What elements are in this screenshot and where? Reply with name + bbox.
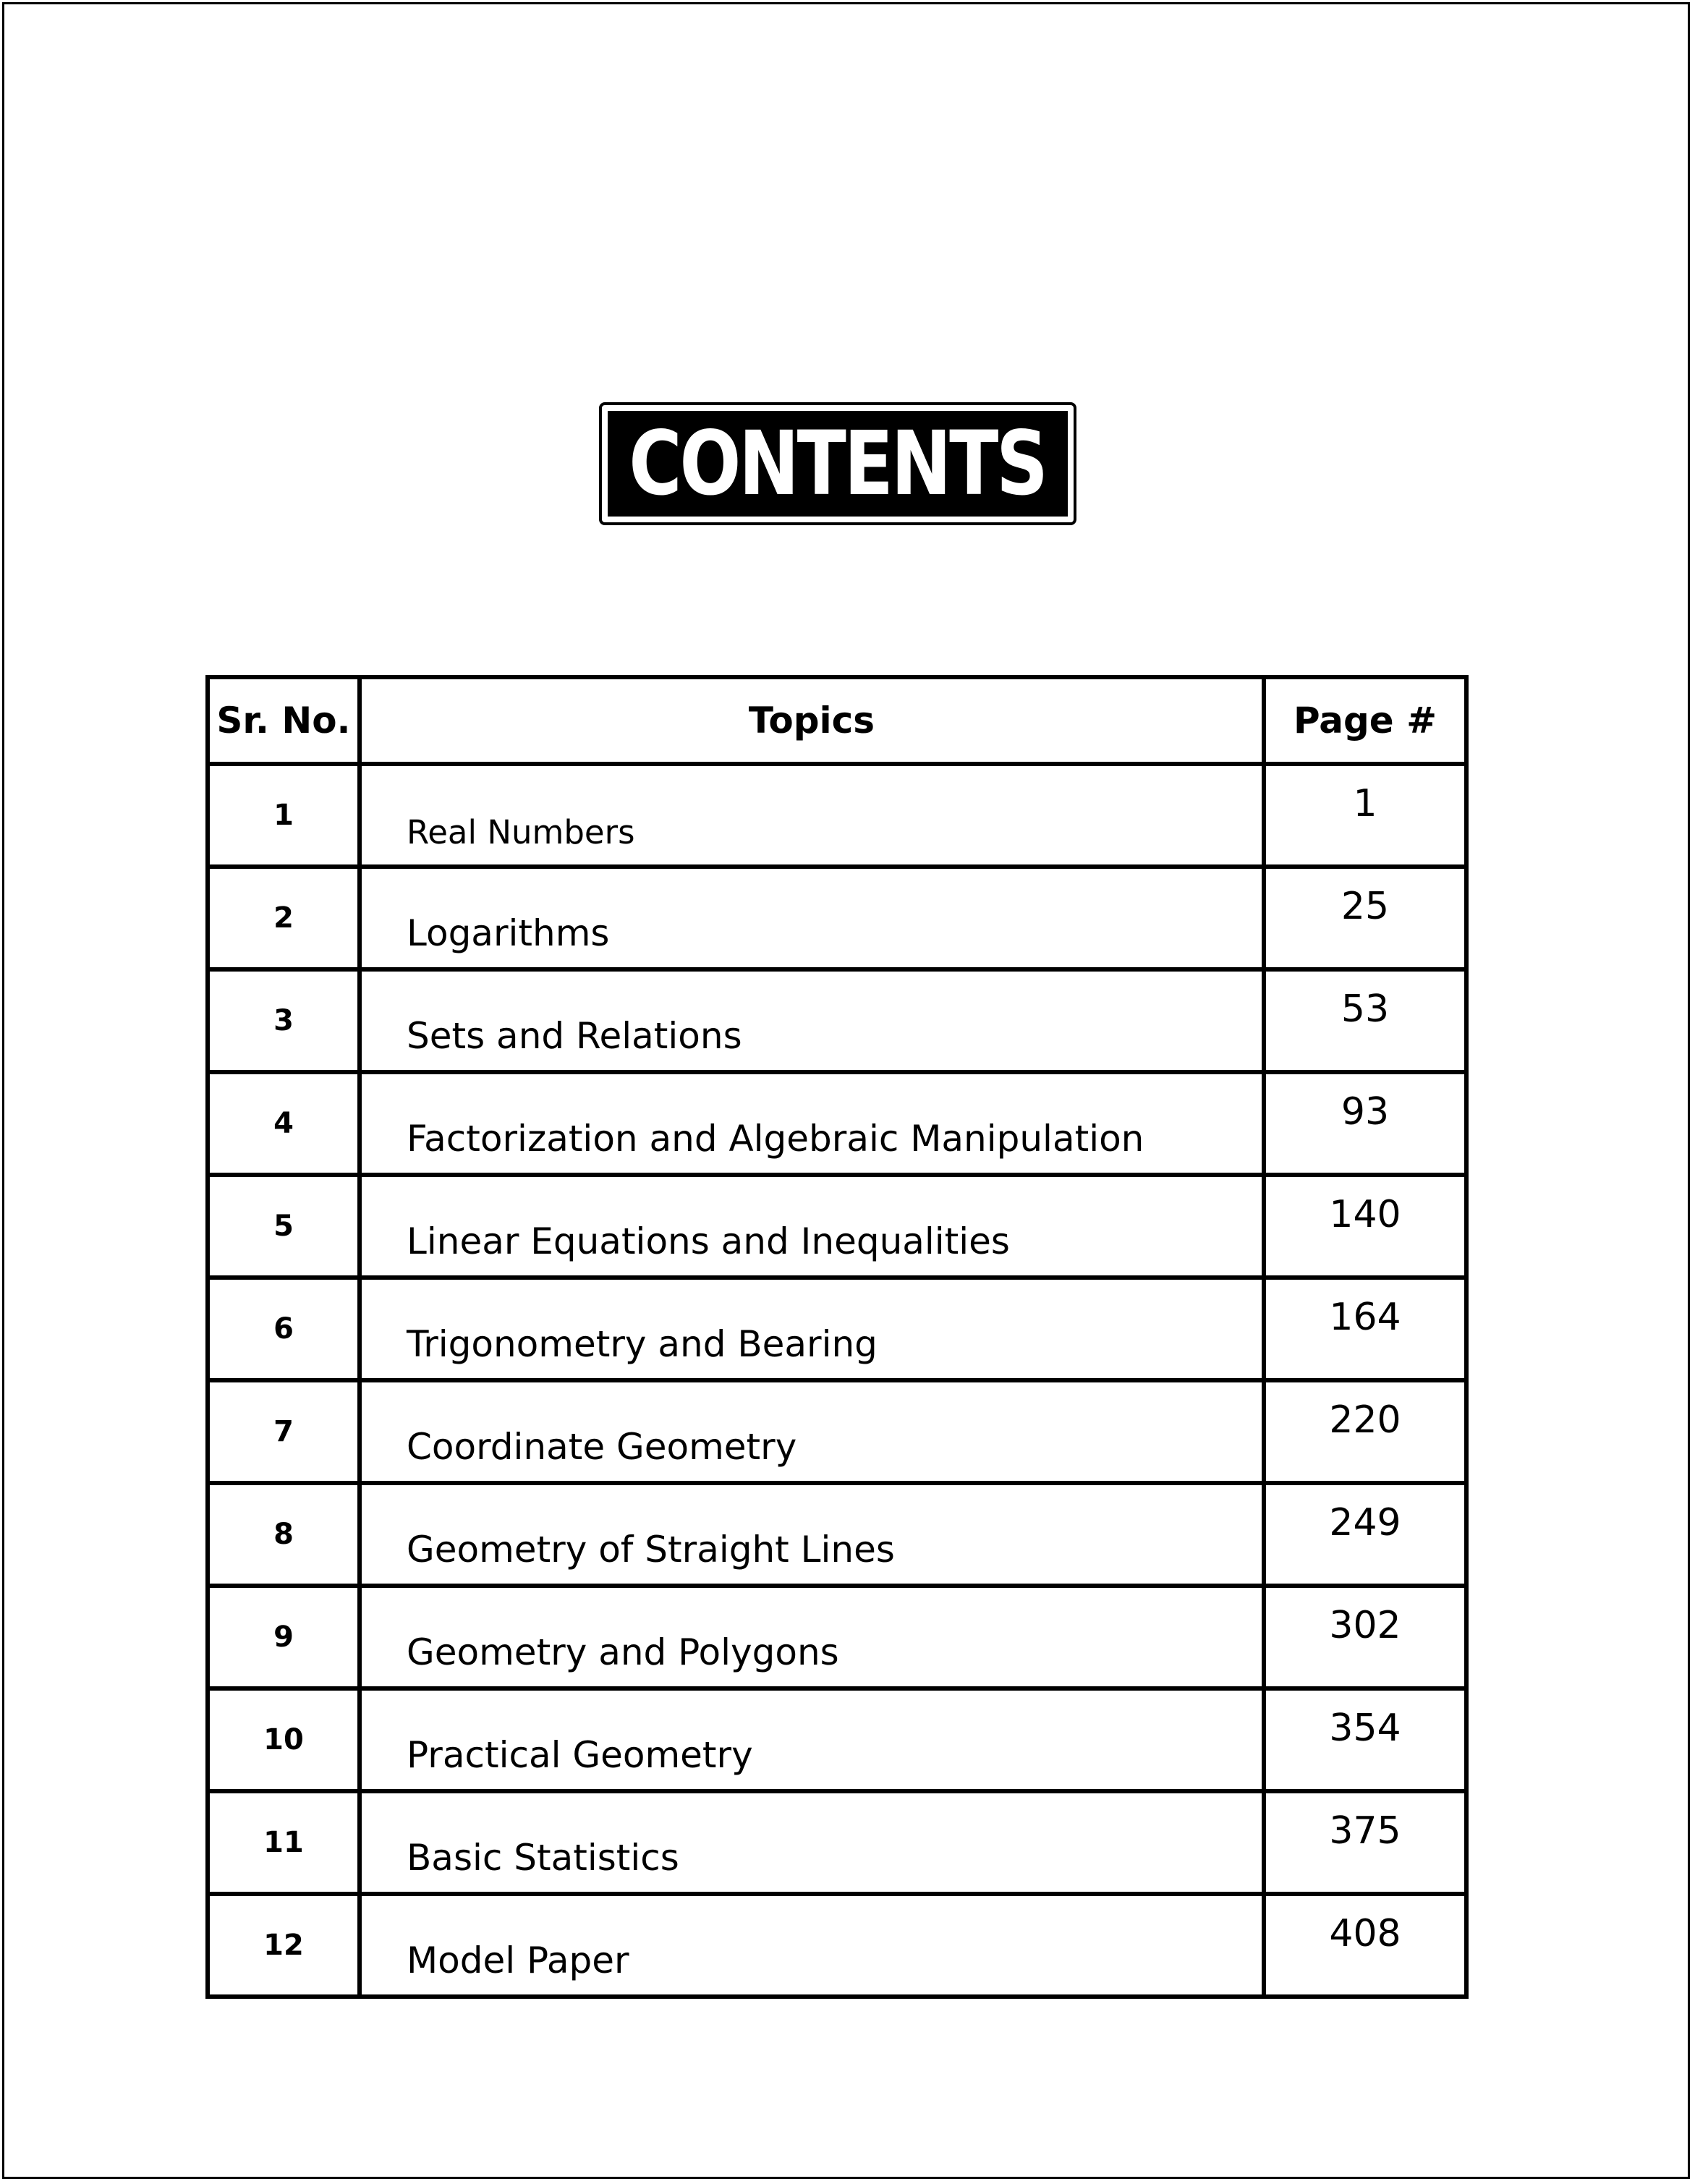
table-row — [208, 1175, 1466, 1278]
table-row — [208, 764, 1466, 867]
row-topic: Practical Geometry — [360, 1688, 1264, 1791]
table-row — [208, 969, 1466, 1072]
contents-title-background — [608, 411, 1068, 517]
row-sr-no: 8 — [208, 1483, 360, 1586]
table-row — [208, 1586, 1466, 1688]
row-page-number: 302 — [1264, 1586, 1466, 1688]
table-row — [208, 1483, 1466, 1586]
table-header-row — [208, 677, 1466, 764]
row-topic: Geometry and Polygons — [360, 1586, 1264, 1688]
row-sr-no: 7 — [208, 1380, 360, 1483]
row-sr-no: 11 — [208, 1791, 360, 1894]
row-page-number: 164 — [1264, 1278, 1466, 1380]
table-row — [208, 1791, 1466, 1894]
row-sr-no: 6 — [208, 1278, 360, 1380]
table-row — [208, 1278, 1466, 1380]
row-page-number: 354 — [1264, 1688, 1466, 1791]
row-topic: Sets and Relations — [360, 969, 1264, 1072]
row-sr-no: 12 — [208, 1894, 360, 1997]
table-row — [208, 1894, 1466, 1997]
header-page-number: Page # — [1264, 677, 1466, 764]
header-sr-no: Sr. No. — [208, 677, 360, 764]
table-row — [208, 1688, 1466, 1791]
row-page-number: 249 — [1264, 1483, 1466, 1586]
row-topic: Factorization and Algebraic Manipulation — [360, 1072, 1264, 1175]
page-title: CONTENTS — [629, 412, 1047, 515]
row-topic: Linear Equations and Inequalities — [360, 1175, 1264, 1278]
row-sr-no: 9 — [208, 1586, 360, 1688]
row-topic: Coordinate Geometry — [360, 1380, 1264, 1483]
row-sr-no: 5 — [208, 1175, 360, 1278]
table-row — [208, 1380, 1466, 1483]
table-row — [208, 1072, 1466, 1175]
contents-table — [205, 675, 1469, 1999]
row-sr-no: 1 — [208, 764, 360, 867]
row-page-number: 140 — [1264, 1175, 1466, 1278]
row-page-number: 1 — [1264, 764, 1466, 867]
row-page-number: 25 — [1264, 867, 1466, 969]
row-sr-no: 2 — [208, 867, 360, 969]
row-topic: Logarithms — [360, 867, 1264, 969]
row-topic: Geometry of Straight Lines — [360, 1483, 1264, 1586]
row-page-number: 220 — [1264, 1380, 1466, 1483]
row-topic: Trigonometry and Bearing — [360, 1278, 1264, 1380]
row-sr-no: 3 — [208, 969, 360, 1072]
row-topic: Real Numbers — [360, 764, 1264, 867]
row-page-number: 408 — [1264, 1894, 1466, 1997]
table-row — [208, 867, 1466, 969]
row-topic: Basic Statistics — [360, 1791, 1264, 1894]
row-page-number: 53 — [1264, 969, 1466, 1072]
row-page-number: 375 — [1264, 1791, 1466, 1894]
contents-title-banner — [599, 402, 1076, 525]
row-page-number: 93 — [1264, 1072, 1466, 1175]
row-topic: Model Paper — [360, 1894, 1264, 1997]
row-sr-no: 4 — [208, 1072, 360, 1175]
header-topics: Topics — [360, 677, 1264, 764]
row-sr-no: 10 — [208, 1688, 360, 1791]
